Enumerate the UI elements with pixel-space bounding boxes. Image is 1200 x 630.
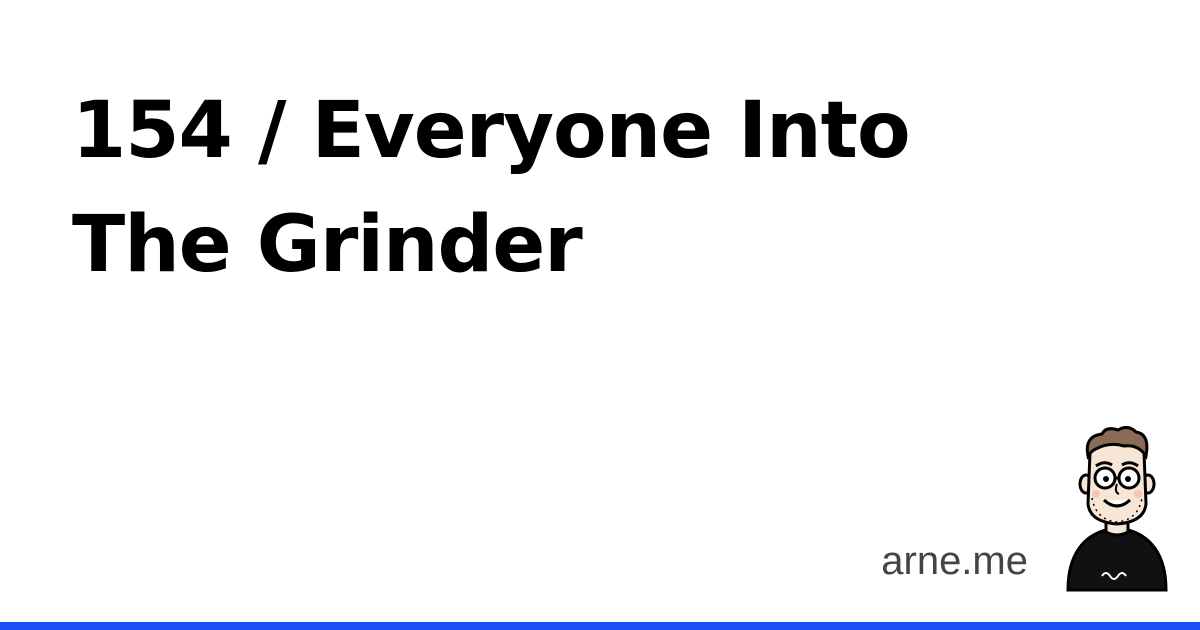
avatar — [1062, 426, 1172, 594]
avatar-shirt — [1068, 530, 1166, 590]
accent-bar — [0, 622, 1200, 630]
site-domain: arne.me — [881, 539, 1028, 583]
post-title: 154 / Everyone Into The Grinder — [72, 86, 910, 290]
